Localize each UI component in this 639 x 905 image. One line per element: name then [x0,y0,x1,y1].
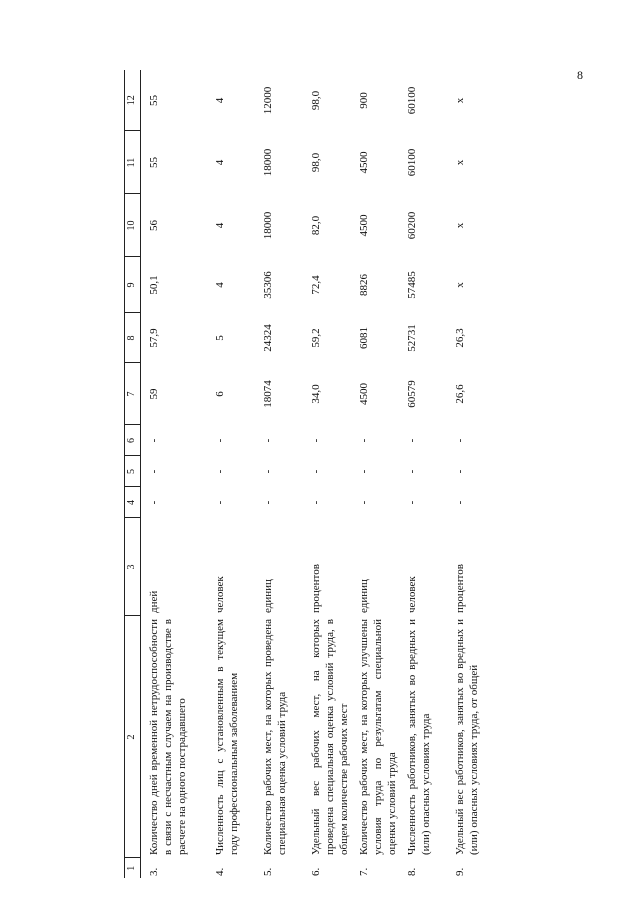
page-number: 8 [577,68,583,82]
table-row [140,70,210,878]
unit: дней [147,590,160,613]
cell-value: 4 [213,97,226,104]
cell-value: 98,0 [309,152,322,173]
row-number: 4. [213,867,226,876]
cell-value: - [358,500,371,505]
column-header: 10 [125,194,141,257]
cell-value: 4 [213,222,226,229]
column-header: 11 [125,131,141,194]
cell-value: 26,6 [454,384,467,404]
column-header: 12 [125,70,141,131]
cell-value: - [358,469,371,474]
table-row [402,70,450,878]
column-header: 9 [125,257,141,313]
cell-value: 18000 [261,148,274,177]
unit: человек [406,576,419,613]
cell-value: 60200 [406,211,419,240]
column-header: 5 [125,456,141,487]
cell-value: 59,2 [309,328,322,348]
cell-value: x [454,159,467,166]
table-row [210,70,258,878]
unit: процентов [309,564,322,613]
cell-value: - [213,438,226,443]
rotated-table-container [124,70,616,878]
cell-value: 4500 [358,151,371,174]
cell-value: - [406,500,419,505]
cell-value: - [147,469,160,474]
table-row [354,70,402,878]
cell-value: - [213,500,226,505]
cell-value: - [147,500,160,505]
cell-value: 50,1 [147,275,160,295]
unit: человек [213,576,226,613]
cell-value: x [454,222,467,229]
cell-value: - [261,469,274,474]
cell-value: - [454,438,467,443]
cell-value: 8826 [358,274,371,296]
cell-value: 18074 [261,380,274,408]
indicator-name: Количество рабочих мест, на которых проведена специальная оценка условий труда [261,619,288,855]
indicator-name: Удельный вес работников, занятых во вредных и (или) опасных условиях труда, от общей [454,619,481,855]
cell-value: 4500 [358,214,371,237]
indicator-name: Численность лиц с установленным в текущем году профессиональным заболеванием [213,619,240,855]
cell-value: - [406,438,419,443]
cell-value: 60100 [406,148,419,177]
cell-value: x [454,97,467,104]
column-header: 7 [125,363,141,425]
cell-value: 12000 [261,86,274,115]
column-header: 2 [125,616,141,858]
cell-value: - [261,438,274,443]
cell-value: 6081 [358,327,371,349]
indicator-name: Количество дней временной нетрудоспособности в связи с несчастным случаем на производстве в расчете на одного пострадавшего [147,619,188,855]
table-row [258,70,306,878]
indicators-table [124,70,498,878]
cell-value: - [147,438,160,443]
unit: процентов [454,564,467,613]
cell-value: 4 [213,282,226,288]
column-header: 8 [125,313,141,363]
cell-value: 5 [213,335,226,341]
cell-value: 59 [147,388,160,400]
table-row [306,70,354,878]
cell-value: - [358,438,371,443]
cell-value: x [454,282,467,288]
indicator-name: Удельный вес рабочих мест, на которых проведена специальная оценка условий труда, в общем количестве рабочих мест [309,619,350,855]
cell-value: 55 [147,95,160,106]
cell-value: 6 [213,391,226,397]
cell-value: 98,0 [309,90,322,111]
cell-value: 4 [213,159,226,166]
cell-value: 57,9 [147,328,160,348]
cell-value: - [454,469,467,474]
cell-value: 60100 [406,86,419,115]
cell-value: - [309,500,322,505]
cell-value: 35306 [261,271,274,299]
cell-value: 57485 [406,271,419,299]
row-number: 8. [406,867,419,876]
cell-value: 82,0 [309,215,322,236]
cell-value: 72,4 [309,275,322,295]
row-number: 5. [261,867,274,876]
cell-value: 56 [147,220,160,231]
cell-value: 24324 [261,324,274,352]
row-number: 7. [358,867,371,876]
cell-value: - [454,500,467,505]
row-number: 6. [309,867,322,876]
cell-value: - [309,469,322,474]
indicator-name: Численность работников, занятых во вредных и (или) опасных условиях труда [406,619,433,855]
cell-value: 26,3 [454,328,467,348]
cell-value: 34,0 [309,384,322,404]
cell-value: - [261,500,274,505]
cell-value: - [213,469,226,474]
column-header: 1 [125,858,141,878]
cell-value: - [406,469,419,474]
cell-value: 18000 [261,211,274,240]
column-header: 6 [125,425,141,456]
table-header-row [125,70,141,878]
indicator-name: Количество рабочих мест, на которых улучшены условия труда по результатам специальной оценки условий труда [358,619,399,855]
cell-value: 55 [147,157,160,168]
column-header: 4 [125,487,141,518]
cell-value: 60579 [406,380,419,408]
cell-value: - [309,438,322,443]
cell-value: 4500 [358,383,371,405]
cell-value: 52731 [406,324,419,352]
unit: единиц [358,579,371,613]
unit: единиц [261,579,274,613]
cell-value: 900 [358,92,371,109]
table-row [450,70,498,878]
column-header: 3 [125,518,141,616]
row-number: 3. [147,867,160,876]
row-number: 9. [454,867,467,876]
